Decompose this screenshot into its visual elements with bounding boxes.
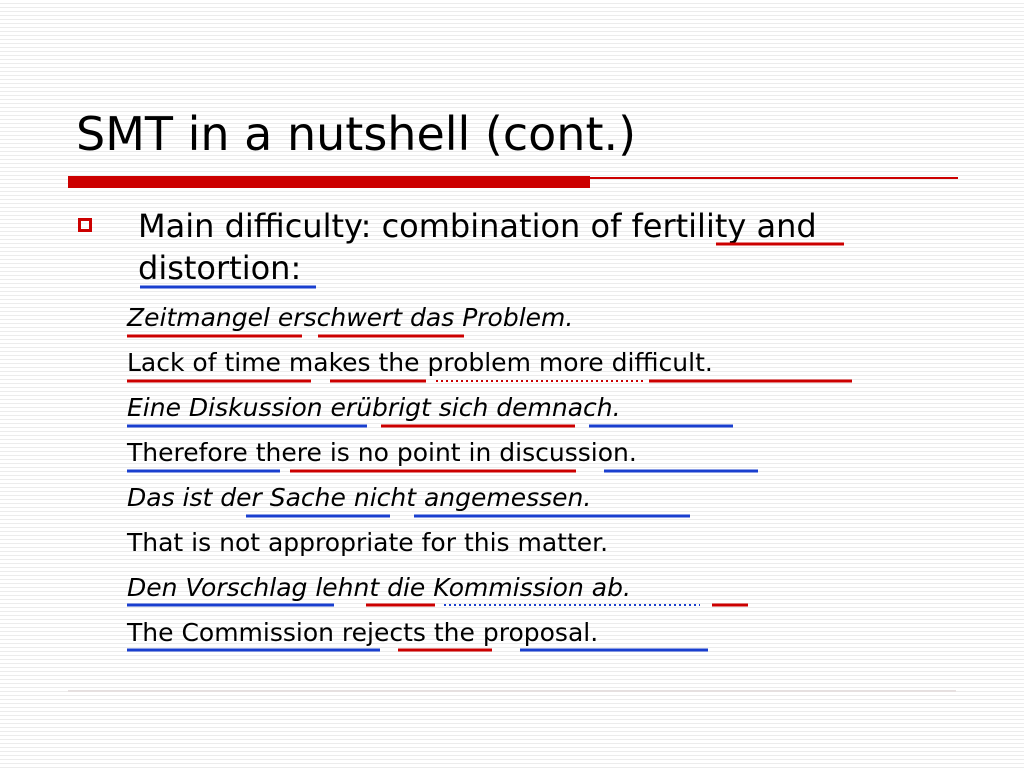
example-line-english-2: Therefore there is no point in discussion.: [127, 438, 637, 467]
example-line-english-3: That is not appropriate for this matter.: [127, 528, 609, 557]
square-bullet-icon: [78, 218, 92, 232]
bullet-prefix: Main difficulty: combination of: [138, 207, 632, 245]
slide-title: SMT in a nutshell (cont.): [76, 107, 637, 161]
bullet-and: and: [746, 207, 817, 245]
example-line-german-2: Eine Diskussion erübrigt sich demnach.: [127, 393, 621, 422]
example-line-english-1: Lack of time makes the problem more difficult.: [127, 348, 713, 377]
bullet-colon: :: [290, 249, 302, 287]
example-line-german-3: Das ist der Sache nicht angemessen.: [127, 483, 592, 512]
word-distortion: distortion: [138, 249, 291, 287]
title-underline-bar: [68, 176, 590, 188]
example-line-english-4: The Commission rejects the proposal.: [127, 618, 599, 647]
title-underline-thin: [590, 177, 958, 179]
word-fertility: fertility: [631, 207, 747, 245]
footer-rule: [68, 690, 956, 692]
example-line-german-1: Zeitmangel erschwert das Problem.: [127, 303, 574, 332]
main-bullet-text: [138, 205, 958, 289]
example-line-german-4: Den Vorschlag lehnt die Kommission ab.: [127, 573, 631, 602]
